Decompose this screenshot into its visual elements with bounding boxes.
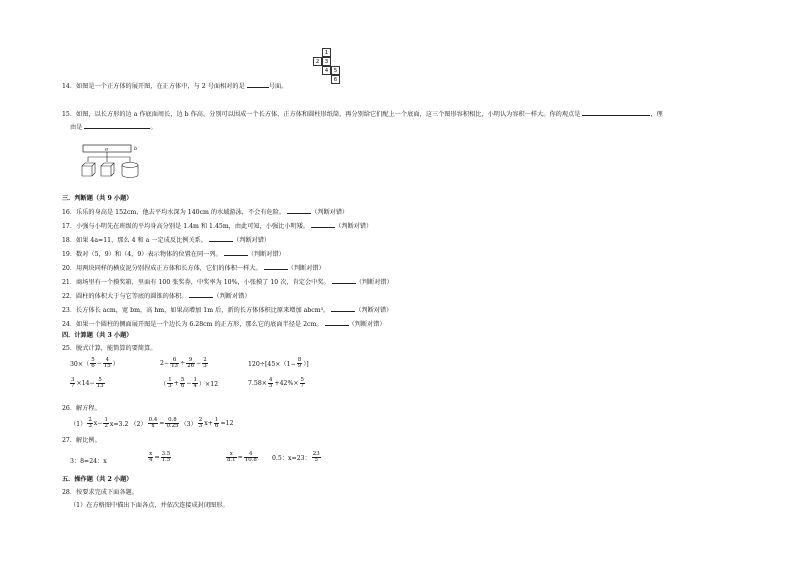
fraction: $\frac{3.5}{1.5}$	[161, 451, 171, 463]
question-tail: 。	[150, 124, 157, 131]
question-28-title: 28．按要求完成下面各题。	[62, 489, 138, 496]
question-15	[62, 109, 663, 119]
answer-blank[interactable]	[189, 291, 213, 298]
label-b: b	[134, 146, 138, 152]
fraction: $\frac{1}{3}$	[168, 377, 172, 389]
cube-shape	[101, 163, 114, 176]
answer-blank[interactable]	[224, 249, 248, 256]
fraction: $\frac{23}{5}$	[312, 451, 320, 463]
judge-item-17	[62, 221, 372, 231]
expression-25-3: 120÷[45×（1− $\frac{8}{9}$ ）]	[248, 357, 309, 369]
fraction: $\frac{2}{3}$	[88, 417, 92, 429]
proportion-27-4	[272, 452, 321, 463]
judge-tag: （判断对错）	[355, 307, 393, 314]
expression-25-2: 2− $\frac{6}{13}$ ÷ $\frac{9}{26}$ − $\frac{2}{3}$	[160, 357, 207, 369]
proportion-text: 3：8=24：x	[70, 458, 107, 465]
fraction: $\frac{x}{8.1}$	[227, 451, 236, 463]
answer-blank[interactable]	[311, 221, 335, 228]
question-text: 14．如图是一个正方体的展开图，在正方体中，与 2 号面相对的是	[62, 83, 245, 90]
judge-text: 23．长方体长 acm，宽 bm，高 hm，如果高增加 1m 后，新的长方体体积比原来增加 abcm³。	[62, 307, 330, 314]
question-28-sub: （1）在方格图中描出下面各点，并依次连接成封闭图形。	[70, 502, 229, 509]
cuboid-shape	[82, 163, 95, 176]
fraction: $\frac{2}{3}$	[203, 357, 207, 369]
judge-text: 17．小强与小明先在班级的平均身高分别是 1.4m 和 1.45m，由此可知，小强比小明矮。	[62, 223, 310, 230]
expression-25-4: $\frac{3}{7}$ ×14− $\frac{5}{13}$	[71, 377, 104, 389]
question-tail: 号面。	[268, 83, 288, 90]
section-3-heading: 三．判断题（共 9 小题）	[62, 195, 133, 202]
fraction: $\frac{6}{13}$	[171, 357, 178, 369]
question-25-title: 25．脱式计算，能简算的要简算。	[62, 345, 157, 352]
judge-tag: （判断对错）	[335, 223, 373, 230]
question-26-title: 26．解方程。	[62, 405, 101, 412]
answer-blank[interactable]	[84, 122, 150, 129]
judge-text: 22．圆柱的体积大于与它等底的圆锥的体积。	[62, 293, 188, 300]
answer-blank[interactable]	[264, 263, 288, 270]
net-cell: 3	[322, 57, 331, 66]
question-27-title: 27．解比例。	[62, 437, 101, 444]
section-4-heading: 四．计算题（共 3 小题）	[62, 332, 133, 339]
expression-25-1: 30×（ $\frac{5}{6}$ − $\frac{4}{15}$ ）	[70, 357, 119, 369]
branch-lines	[88, 152, 130, 162]
proportion-text: 0.5：x=23：	[272, 455, 311, 462]
judge-tag: （判断对错）	[287, 265, 325, 272]
fraction: $\frac{0.8}{0.25}$	[166, 417, 179, 429]
fraction: $\frac{5}{6}$	[180, 377, 185, 389]
answer-blank[interactable]	[582, 109, 650, 116]
question-tail: ，理	[650, 111, 663, 118]
fraction: $\frac{8}{9}$	[297, 357, 302, 369]
fraction: $\frac{0.4}{x}$	[148, 417, 158, 429]
fraction: $\frac{4}{5}$	[268, 377, 273, 389]
judge-item-23	[62, 305, 392, 315]
equations-26: （1） $\frac{2}{3}$ x− $\frac{1}{2}$ x=3.2 （2） $\frac{0.4}{x}$ = $\frac{0.8}{0.25}$ （3） $\frac{2}{3}$ x+ $\frac{1}{6}$ =12	[70, 417, 234, 429]
fraction: $\frac{5}{13}$	[96, 377, 104, 389]
cylinder-shape	[122, 163, 138, 178]
judge-item-22	[62, 291, 251, 301]
question-14	[62, 81, 287, 91]
net-cell: 6	[331, 75, 340, 84]
fraction: $\frac{4}{10.8}$	[244, 451, 257, 463]
net-cell: 1	[322, 48, 331, 57]
net-cell: 2	[313, 57, 322, 66]
judge-text: 20．用两块同样的横皮泥分别捏成正方体和长方体，它们的体积一样大。	[62, 265, 262, 272]
proportion-27-1	[70, 456, 107, 465]
judge-tag: （判断对错）	[247, 251, 285, 258]
judge-item-20	[62, 263, 325, 273]
judge-text: 16．乐乐的身高是 152cm，他去平均水深为 140cm 的水域游泳，不会有危险。	[62, 209, 286, 216]
judge-item-21	[62, 277, 393, 287]
fraction: $\frac{9}{26}$	[187, 357, 195, 369]
answer-blank[interactable]	[287, 207, 311, 214]
proportion-27-3: $\frac{x}{8.1}$ = $\frac{4}{10.8}$	[227, 451, 257, 463]
answer-blank[interactable]	[325, 319, 349, 326]
proportion-27-2: $\frac{x}{4}$ = $\frac{3.5}{1.5}$	[149, 451, 171, 463]
fraction: $\frac{5}{7}$	[300, 377, 304, 389]
judge-text: 21．商场里有一个摸奖箱，里面有 100 张奖券，中奖率为 10%，小张摸了 10 次，肯定会中奖。	[62, 279, 330, 286]
rectangle-to-solids-figure	[78, 141, 148, 191]
fraction: $\frac{5}{6}$	[91, 357, 95, 369]
judge-text: 24．如果一个圆柱的侧面展开图是一个边长为 6.28cm 的正方形，那么它的底面半径是 2cm。	[62, 321, 323, 328]
fraction: $\frac{1}{2}$	[104, 417, 108, 429]
question-15-line2	[70, 122, 157, 132]
question-text: 由是	[70, 124, 83, 131]
answer-blank[interactable]	[247, 81, 269, 88]
judge-tag: （判断对错）	[355, 279, 393, 286]
fraction: $\frac{4}{15}$	[103, 357, 111, 369]
judge-tag: （判断对错）	[311, 209, 349, 216]
fraction: $\frac{x}{4}$	[149, 451, 153, 463]
answer-blank[interactable]	[332, 277, 356, 284]
label-a: a	[105, 146, 108, 153]
judge-item-19	[62, 249, 285, 259]
judge-text: 18．如果 4a=11，那么 4 和 a 一定成反比例关系。	[62, 237, 208, 244]
fraction: $\frac{2}{3}$	[198, 417, 203, 429]
section-5-heading: 五．操作题（共 2 小题）	[62, 476, 133, 483]
net-cell: 4	[322, 66, 331, 75]
fraction: $\frac{1}{4}$	[193, 377, 197, 389]
answer-blank[interactable]	[331, 305, 355, 312]
judge-item-16	[62, 207, 348, 217]
answer-blank[interactable]	[209, 235, 233, 242]
expression-25-6: 7.58× $\frac{4}{5}$ +42%× $\frac{5}{7}$	[248, 377, 304, 389]
judge-tag: （判断对错）	[232, 237, 271, 244]
judge-item-18	[62, 235, 270, 245]
judge-text: 19．数对（5，9）和（4，9）表示物体的位置在同一列。	[62, 251, 222, 258]
expression-25-5: （ $\frac{1}{3}$ + $\frac{5}{6}$ − $\frac{1}{4}$ ）×12	[160, 377, 219, 389]
question-text: 15．如图，以长方形的边 a 作底面周长，边 b 作高，分别可以围成一个长方体、正方体和圆柱形纸筒，再分别给它们配上一个底面，这三个图形容积相比，小明认为容积一样大。你的观点是	[62, 111, 581, 118]
judge-tag: （判断对错）	[348, 321, 386, 328]
judge-item-24	[62, 319, 386, 329]
fraction: $\frac{3}{7}$	[71, 377, 75, 389]
judge-tag: （判断对错）	[213, 293, 251, 300]
net-cell: 5	[331, 66, 340, 75]
fraction: $\frac{1}{6}$	[214, 417, 219, 429]
